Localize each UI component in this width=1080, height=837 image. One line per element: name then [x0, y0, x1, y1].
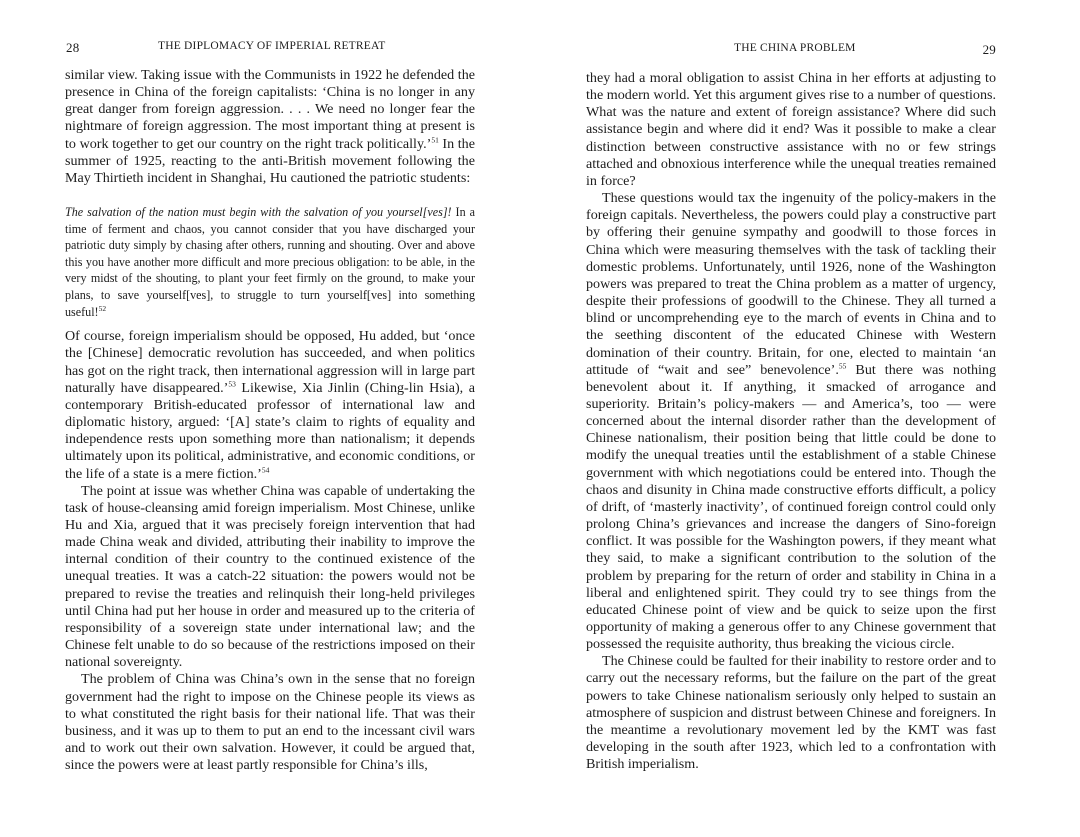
- footnote-ref-55: 55: [838, 360, 847, 370]
- right-text-column: [586, 70, 996, 773]
- footnote-ref-52: 52: [98, 303, 107, 313]
- left-text-column: [65, 67, 475, 774]
- right-paragraph-1: they had a moral obligation to assist China in her efforts at adjusting to the modern world. Yet this argument gives rise to a number of questions. What was the nature and extent of foreign assistance? Where did such assistance begin and where did it end? Was it possible to make a clear distinction between constructive assistance with no or few strings attached and obnoxious interference while the unequal treaties remained in force?: [586, 70, 996, 189]
- left-paragraph-3: [65, 328, 475, 482]
- left-page-number: 28: [66, 40, 80, 55]
- right-p2-after: But there was nothing benevolent about it. If anything, it smacked of arrogance and superiority. Britain’s policy-makers — and America’s, too — were concerned about the internal disorder rather than the development of Chinese nationalism, their position being that little could be done to modify the unequal treaties until the establishment of a stable Chinese government with which negotiations could be entered into. Though the chaos and disunity in China made constructive efforts difficult, a policy of drift, of ‘masterly inactivity’, of continued foreign control could only prolong China’s grievances and increase the dangers of Sino-foreign conflict. It was possible for the Washington powers, if they meant what they said, to make a significant contribution to the solution of the problem by preparing for the return of order and stability in China in a liberal and enlightened spirit. They could try to see things from the educated Chinese point of view and be quick to seize upon the first opportunity of making a generous offer to any Chinese government that possessed the requisite authority, thus breaking the vicious circle.: [586, 361, 996, 653]
- right-running-title: THE CHINA PROBLEM: [734, 42, 856, 54]
- left-paragraph-1: [65, 67, 475, 187]
- footnote-ref-53: 53: [228, 379, 236, 389]
- left-page: [0, 0, 530, 837]
- left-p3-after: Likewise, Xia Jinlin (Ching-lin Hsia), a contemporary British-educated professor of international law and diplomatic history, argued: ‘[A] state’s claim to rights of equality and independence rests upon something more than nationalism; it depends ultimately upon its political, administrative, and economic conditions, or the life of a state is a mere fiction.’: [65, 379, 476, 482]
- block-quote: [65, 204, 475, 320]
- footnote-ref-51: 51: [431, 134, 439, 144]
- left-running-title: THE DIPLOMACY OF IMPERIAL RETREAT: [158, 40, 386, 52]
- right-page-number: 29: [982, 42, 996, 57]
- right-paragraph-3: The Chinese could be faulted for their inability to restore order and to carry out the necessary reforms, but the failure on the part of the great powers to take Chinese nationalism seriously only helped to sustain an atmosphere of suspicion and distrust between Chinese and foreigners. In the meantime a revolutionary movement led by the KMT was fast developing in the south after 1923, which led to a confrontation with British imperialism.: [586, 653, 996, 773]
- footnote-ref-54: 54: [261, 464, 270, 474]
- right-p2-text: These questions would tax the ingenuity of the policy-makers in the foreign capitals. Nevertheless, the powers could play a constructive part by offering their genuine sympathy and goodwill to those forces in China which were measuring themselves with the task of tackling their domestic problems. Unfortunately, until 1926, none of the Washington powers was prepared to treat the China problem as a matter of urgency, despite their professions of goodwill to the Chinese. They all turned a blind or uncomprehending eye to the march of events in China and to the seething discontent of the educated Chinese with Western domination of their country. Britain, for one, elected to maintain ‘an attitude of “wait and see” benevolence’.: [586, 190, 996, 378]
- left-paragraph-5: The problem of China was China’s own in the sense that no foreign government had the right to impose on the Chinese people its views as to what constituted the right basis for their national life. That was their business, and it was up to them to put an end to the incessant civil wars and to work out their own salvation. However, it could be argued that, since the powers were at least partly responsible for China’s ills,: [65, 671, 475, 774]
- block-quote-text: In a time of ferment and chaos, you cannot consider that you have discharged your patriotic duty simply by chasing after others, running and shouting. Over and above this you have another more difficult and more precious obligation: to be able, in the very midst of the shouting, to plant your feet firmly on the ground, to make your plans, to save yourself[ves], to struggle to turn yourself[ves] into something useful!: [65, 205, 475, 319]
- left-p3-text: Of course, foreign imperialism should be opposed, Hu added, but ‘once the [Chinese] democratic revolution has succeeded, and when politics has got on the right track, then international aggression will in large part naturally have disappeared.’: [65, 328, 475, 396]
- left-p1-after: In the summer of 1925, reacting to the anti-British movement following the May Thirtieth incident in Shanghai, Hu cautioned the patriotic students:: [65, 135, 475, 186]
- block-quote-lead: The salvation of the nation must begin with the salvation of you yoursel[ves]!: [65, 205, 452, 220]
- right-paragraph-2: [586, 190, 996, 653]
- left-paragraph-4: The point at issue was whether China was capable of undertaking the task of house-cleansing amid foreign imperialism. Most Chinese, unlike Hu and Xia, argued that it was precisely foreign intervention that had made China weak and divided, attributing their inability to improve the internal condition of their country to the continued existence of the unequal treaties. It was a catch-22 situation: the powers would not be prepared to revise the treaties and relinquish their long-held privileges until China had put her house in order and measured up to the criteria of responsibility of a sovereign state under international law; and the Chinese felt unable to do so because of the restrictions imposed on their national sovereignty.: [65, 482, 475, 671]
- left-p1-text: similar view. Taking issue with the Communists in 1922 he defended the presence in China of the foreign capitalists: ‘China is no longer in any great danger from foreign aggression. . . . We need no longer fear the nightmare of foreign aggression. The most important thing at present is to work together to get our country on the right track politically.’: [65, 67, 475, 152]
